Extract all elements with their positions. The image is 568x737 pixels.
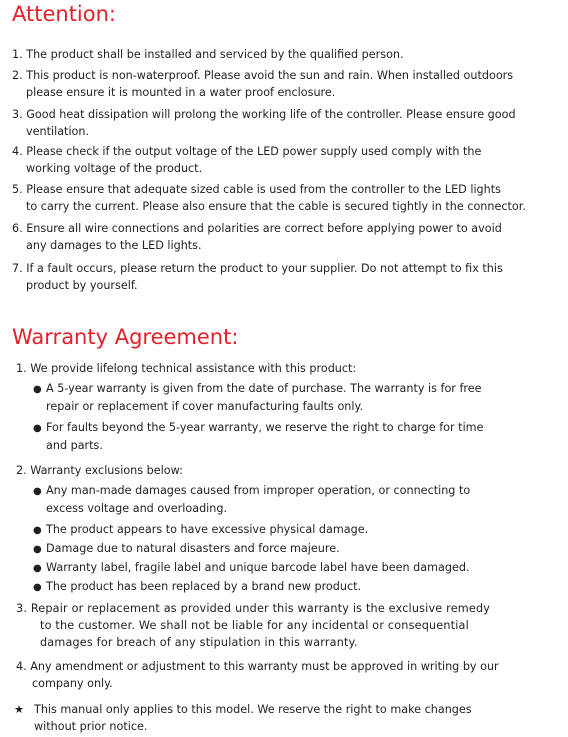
attention-item-3 <box>12 106 516 140</box>
bullet-icon: ● <box>33 423 42 434</box>
bullet-text-cont: and parts. <box>46 439 103 452</box>
bullet-icon: ● <box>33 384 42 395</box>
attention-item-6-line-2: any damages to the LED lights. <box>26 239 202 252</box>
warranty-item-4-line-2: company only. <box>32 677 113 690</box>
bullet-icon: ● <box>33 563 42 574</box>
attention-item-5-line-1: 5. Please ensure that adequate sized cable is used from the controller to the LED lights <box>12 183 501 196</box>
warranty-item-2-text: 2. Warranty exclusions below: <box>16 464 183 477</box>
attention-heading: Attention: <box>12 2 116 26</box>
warranty-item-3-line-3: damages for breach of any stipulation in this warranty. <box>40 636 358 649</box>
attention-item-2 <box>12 67 513 101</box>
bullet-text: The product has been replaced by a brand new product. <box>46 580 362 593</box>
warranty-item-3-line-1: 3. Repair or replacement as provided under this warranty is the exclusive remedy <box>16 602 491 615</box>
warranty-item-4-line-1: 4. Any amendment or adjustment to this warranty must be approved in writing by our <box>16 660 499 673</box>
bullet-text-cont: repair or replacement if cover manufacturing faults only. <box>46 400 364 413</box>
attention-item-5 <box>12 181 526 215</box>
bullet-text: A 5-year warranty is given from the date of purchase. The warranty is for free <box>46 382 482 395</box>
bullet-text-cont: excess voltage and overloading. <box>46 502 228 515</box>
attention-item-2-line-2: please ensure it is mounted in a water proof enclosure. <box>26 86 336 99</box>
bullet-icon: ● <box>33 582 42 593</box>
attention-item-4 <box>12 143 481 177</box>
attention-item-1-line-1: 1. The product shall be installed and serviced by the qualified person. <box>12 48 404 61</box>
warranty-heading: Warranty Agreement: <box>12 325 239 349</box>
bullet-text: Any man-made damages caused from improper operation, or connecting to <box>46 484 471 497</box>
attention-item-3-line-2: ventilation. <box>26 125 90 138</box>
warranty-item-1 <box>16 360 356 377</box>
bullet-icon: ● <box>33 486 42 497</box>
warranty-item-4 <box>16 658 499 692</box>
warranty-item-2-bullet-5 <box>33 578 361 596</box>
warranty-item-2-bullet-3 <box>33 540 340 558</box>
attention-item-1 <box>12 46 404 63</box>
warranty-item-3 <box>16 600 490 651</box>
bullet-icon: ● <box>33 525 42 536</box>
bullet-text: Damage due to natural disasters and force majeure. <box>46 542 340 555</box>
manual-note <box>14 701 472 735</box>
warranty-item-2-bullet-1 <box>33 482 470 517</box>
attention-item-4-line-1: 4. Please check if the output voltage of the LED power supply used comply with the <box>12 145 482 158</box>
bullet-text: Warranty label, fragile label and unique barcode label have been damaged. <box>46 561 470 574</box>
attention-item-7-line-1: 7. If a fault occurs, please return the product to your supplier. Do not attempt to fix this <box>12 262 503 275</box>
attention-item-2-line-1: 2. This product is non-waterproof. Please avoid the sun and rain. When installed outdoors <box>12 69 514 82</box>
note-line-1: This manual only applies to this model. We reserve the right to make changes <box>34 703 472 716</box>
attention-item-4-line-2: working voltage of the product. <box>26 162 203 175</box>
attention-item-5-line-2: to carry the current. Please also ensure that the cable is secured tightly in the connector. <box>26 200 526 213</box>
attention-item-7 <box>12 260 503 294</box>
attention-item-6-line-1: 6. Ensure all wire connections and polarities are correct before applying power to avoid <box>12 222 502 235</box>
warranty-item-2-bullet-4 <box>33 559 470 577</box>
attention-item-7-line-2: product by yourself. <box>26 279 138 292</box>
attention-item-3-line-1: 3. Good heat dissipation will prolong the working life of the controller. Please ensure good <box>12 108 516 121</box>
note-line-2: without prior notice. <box>34 720 148 733</box>
bullet-icon: ● <box>33 544 42 555</box>
attention-item-6 <box>12 220 502 254</box>
warranty-item-3-line-2: to the customer. We shall not be liable for any incidental or consequential <box>40 619 469 632</box>
warranty-item-2 <box>16 462 183 479</box>
bullet-text: The product appears to have excessive physical damage. <box>46 523 369 536</box>
bullet-text: For faults beyond the 5-year warranty, we reserve the right to charge for time <box>46 421 484 434</box>
warranty-item-1-bullet-2 <box>33 419 483 454</box>
star-icon: ★ <box>14 703 25 716</box>
warranty-item-1-text: 1. We provide lifelong technical assistance with this product: <box>16 362 357 375</box>
warranty-item-2-bullet-2 <box>33 521 368 539</box>
warranty-item-1-bullet-1 <box>33 380 482 415</box>
